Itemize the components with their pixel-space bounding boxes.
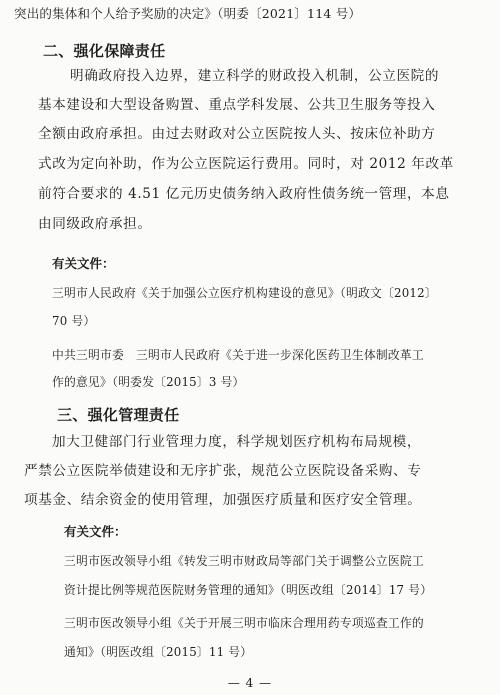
paragraph-line: 基本建设和大型设备购置、重点学科发展、公共卫生服务等投入	[38, 97, 436, 113]
document-reference-line: 作的意见》（明委发〔2015〕3 号）	[52, 375, 245, 389]
paragraph-line: 加大卫健部门行业管理力度，科学规划医疗机构布局规模，	[52, 434, 422, 450]
paragraph-line: 由同级政府承担。	[38, 216, 152, 232]
related-documents-label: 有关文件：	[52, 256, 115, 271]
document-reference-line: 三明市医改领导小组《转发三明市财政局等部门关于调整公立医院工	[64, 554, 424, 568]
page-number: — 4 —	[227, 676, 273, 690]
document-reference-line: 资计提比例等规范医院财务管理的通知》（明医改组〔2014〕17 号）	[64, 583, 433, 597]
document-reference-line: 三明市医改领导小组《关于开展三明市临床合理用药专项巡查工作的	[64, 616, 424, 630]
paragraph-line: 式改为定向补助，作为公立医院运行费用。同时，对 2012 年改革	[38, 156, 454, 172]
section-heading: 三、强化管理责任	[57, 406, 180, 424]
paragraph-line: 严禁公立医院举债建设和无序扩张，规范公立医院设备采购、专	[24, 463, 422, 479]
paragraph-line: 全额由政府承担。由过去财政对公立医院按人头、按床位补助方	[38, 126, 436, 142]
paragraph-line: 项基金、结余资金的使用管理，加强医疗质量和医疗安全管理。	[24, 492, 422, 508]
document-reference-line: 70 号）	[52, 314, 96, 328]
section-heading: 二、强化保障责任	[43, 42, 166, 60]
continued-text-line: 突出的集体和个人给予奖励的决定》（明委〔2021〕114 号）	[14, 6, 362, 21]
paragraph-line: 前符合要求的 4.51 亿元历史债务纳入政府性债务统一管理，本息	[38, 186, 450, 202]
document-reference-line: 三明市人民政府《关于加强公立医疗机构建设的意见》（明政文〔2012〕	[52, 286, 437, 300]
related-documents-label: 有关文件：	[64, 524, 127, 539]
document-reference-line: 通知》（明医改组〔2015〕11 号）	[64, 645, 253, 659]
paragraph-line: 明确政府投入边界，建立科学的财政投入机制，公立医院的	[70, 68, 440, 84]
document-reference-line: 中共三明市委 三明市人民政府《关于进一步深化医药卫生体制改革工	[52, 348, 424, 362]
